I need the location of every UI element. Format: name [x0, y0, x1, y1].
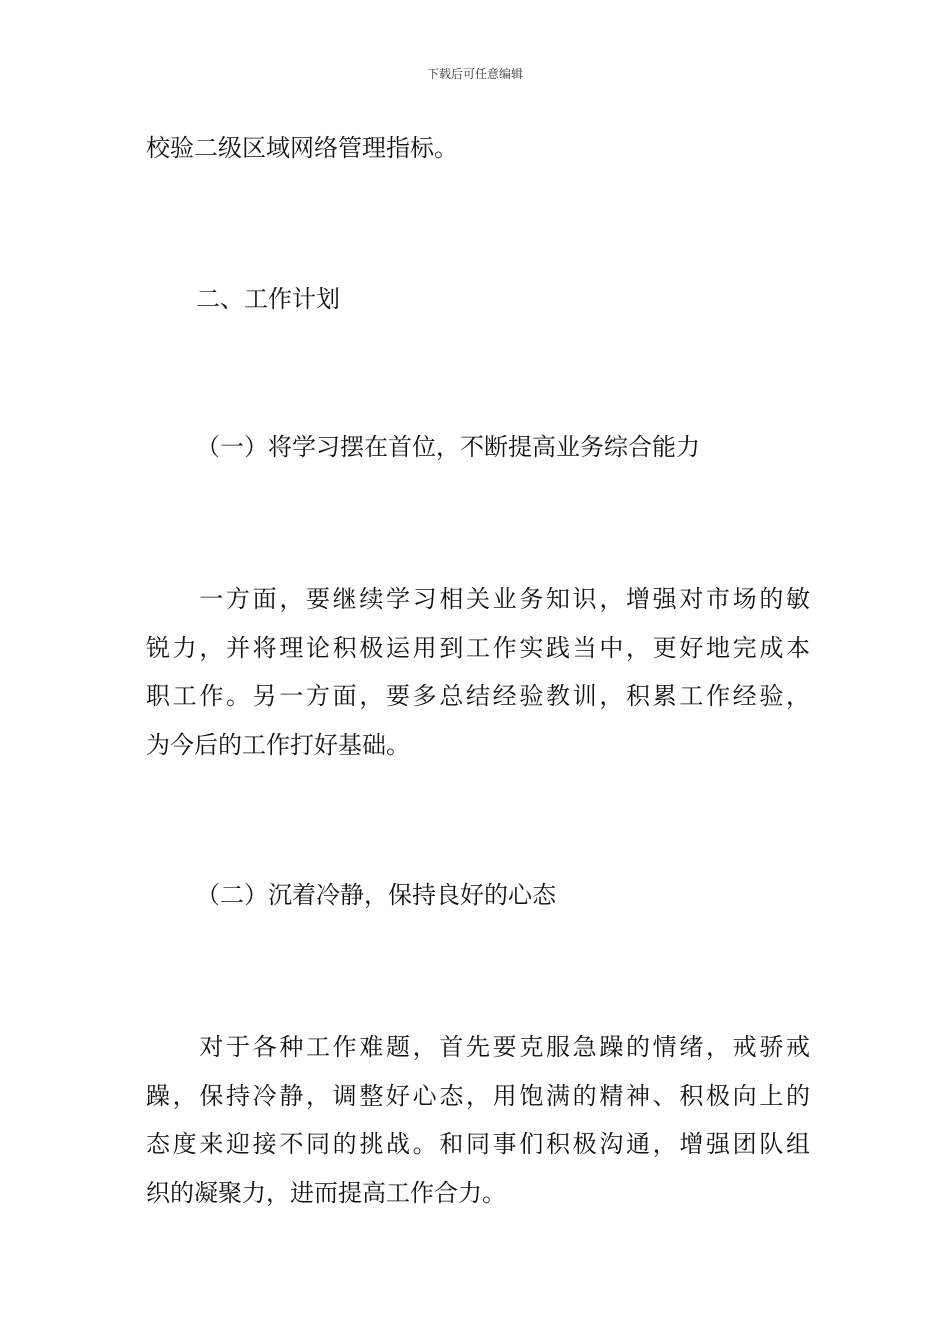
header-note: 下载后可任意编辑: [426, 67, 523, 81]
paragraph-line: 对于各种工作难题，首先要克服急躁的情绪，戒骄戒: [146, 1033, 810, 1061]
paragraph-line: 职工作。另一方面，要多总结经验教训，积累工作经验，: [146, 682, 810, 710]
paragraph-line: 一方面，要继续学习相关业务知识，增强对市场的敏: [146, 585, 810, 613]
subsection-one-title: （一）将学习摆在首位，不断提高业务综合能力: [196, 433, 700, 461]
paragraph-one: [146, 575, 810, 769]
paragraph-line: 态度来迎接不同的挑战。和同事们积极沟通，增强团队组: [146, 1130, 810, 1158]
continuation-line: 校验二级区域网络管理指标。: [146, 134, 458, 162]
paragraph-two: [146, 1023, 810, 1217]
paragraph-line: 为今后的工作打好基础。: [146, 730, 410, 759]
paragraph-line: 躁，保持冷静，调整好心态，用饱满的精神、积极向上的: [146, 1081, 810, 1110]
paragraph-line: 织的凝聚力，进而提高工作合力。: [146, 1178, 506, 1207]
subsection-two-title: （二）沉着冷静，保持良好的心态: [196, 881, 556, 909]
paragraph-line: 锐力，并将理论积极运用到工作实践当中，更好地完成本: [146, 633, 810, 662]
section-two-title: 二、工作计划: [196, 285, 340, 313]
